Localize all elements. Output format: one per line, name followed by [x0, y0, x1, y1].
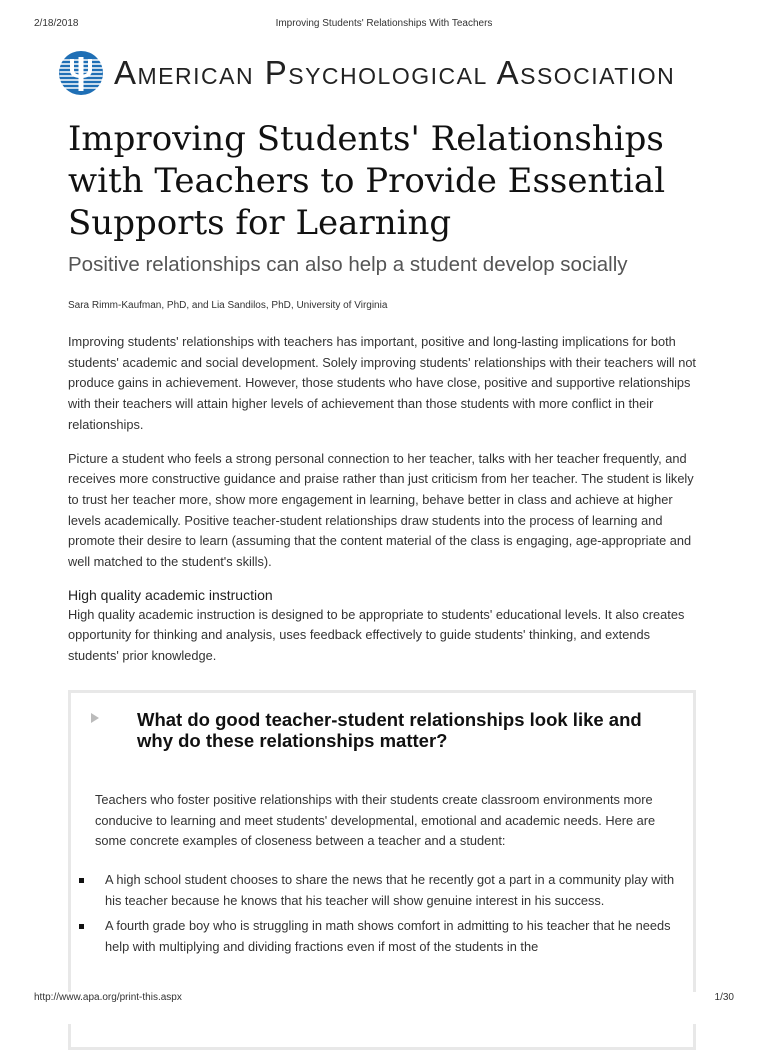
- callout-list: [79, 870, 689, 963]
- list-item-text: A high school student chooses to share the news that he recently got a part in a community play with his teacher because he knows that his teacher will show genuine interest in his success.: [105, 872, 675, 908]
- expand-caret-icon[interactable]: [91, 713, 99, 723]
- apa-wordmark: American Psychological Association: [114, 54, 676, 91]
- callout-intro: Teachers who foster positive relationships with their students create classroom environments more conducive to learning and meet students' developmental, emotional and academic needs. Here are some concrete examples of closeness between a teacher and a student:: [95, 792, 656, 848]
- section-heading: High quality academic instruction: [68, 586, 273, 603]
- list-item: [79, 916, 689, 957]
- article: [68, 118, 700, 667]
- apa-logo[interactable]: [58, 48, 675, 98]
- psi-logo-icon: [58, 50, 104, 96]
- bullet-icon: [79, 878, 84, 883]
- article-subtitle: Positive relationships can also help a student develop socially: [68, 253, 628, 276]
- paragraph: Picture a student who feels a strong personal connection to her teacher, talks with her teacher frequently, and receives more constructive guidance and praise rather than just criticism from her teacher. The student is likely to trust her teacher more, show more engagement in learning, behave better in class and achieve at higher levels academically. Positive teacher-student relationships draw students into the process of learning and promote their desire to learn (assuming that the content material of the class is engaging, age-appropriate and well matched to the student's skills).: [68, 450, 694, 570]
- bullet-icon: [79, 924, 84, 929]
- print-url[interactable]: http://www.apa.org/print-this.aspx: [34, 992, 182, 1003]
- page-title: Improving Students' Relationships with Teachers to Provide Essential Supports for Learning: [68, 119, 666, 243]
- byline: Sara Rimm-Kaufman, PhD, and Lia Sandilos, PhD, University of Virginia: [68, 300, 388, 311]
- list-item-text: A fourth grade boy who is struggling in math shows comfort in admitting to his teacher that he needs help with multiplying and dividing fractions even if most of the students in the: [105, 918, 671, 955]
- print-footer: [34, 992, 734, 1024]
- print-title: Improving Students' Relationships With Teachers: [275, 18, 493, 29]
- paragraph: Improving students' relationships with teachers has important, positive and long-lasting implications for both students' academic and social development. Solely improving students' relationships with their teachers will not produce gains in achievement. However, those students who have close, positive and supportive relationships with their teachers will attain higher levels of achievement than those students with more conflict in their relationships.: [68, 334, 696, 432]
- section-body: High quality academic instruction is designed to be appropriate to students' educational levels. It also creates opportunity for thinking and analysis, uses feedback effectively to guide students' thinking, and extends students' prior knowledge.: [68, 606, 685, 664]
- callout-title[interactable]: What do good teacher-student relationships look like and why do these relationships matter?: [137, 709, 642, 751]
- list-item: [79, 870, 689, 911]
- page-number: 1/30: [714, 992, 734, 1003]
- print-header: [34, 18, 734, 32]
- print-date: 2/18/2018: [34, 18, 79, 29]
